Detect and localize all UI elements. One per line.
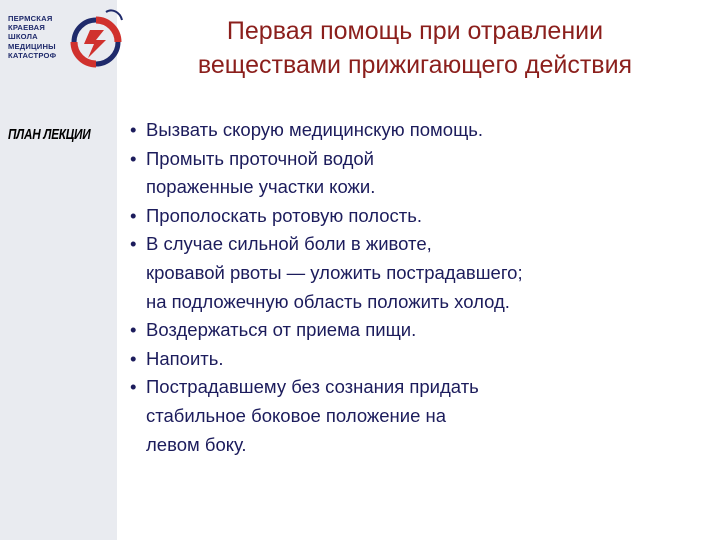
logo-line: ПЕРМСКАЯ (8, 14, 53, 23)
list-item-line: Пострадавшему без сознания придать (146, 376, 479, 398)
bullet-icon: • (130, 147, 137, 169)
list-item (128, 230, 708, 316)
logo (4, 6, 128, 76)
logo-line: МЕДИЦИНЫ (8, 41, 56, 51)
sidebar (0, 0, 117, 540)
bullet-icon: • (130, 347, 137, 369)
list-item (128, 345, 708, 374)
list-item-line: пораженные участки кожи. (146, 176, 376, 198)
logo-line: КРАЕВАЯ (8, 23, 46, 33)
bullet-icon: • (130, 376, 137, 398)
list-item-line: левом боку. (146, 433, 247, 455)
list-item (128, 373, 708, 459)
logo-emblem-icon (66, 6, 128, 72)
list-item-line: Воздержаться от приема пищи. (146, 319, 417, 341)
logo-text (8, 14, 56, 60)
bullet-icon: • (130, 204, 137, 226)
list-item-line: Вызвать скорую медицинскую помощь. (146, 119, 484, 140)
logo-line: КАТАСТРОФ (8, 50, 57, 60)
title-line-2: веществами прижигающего действия (197, 51, 633, 79)
list-item (128, 202, 708, 231)
bullet-list (128, 116, 708, 459)
title-line-1: Первая помощь при отравлении (226, 17, 604, 45)
list-item-line: кровавой рвоты — уложить пострадавшего; (146, 261, 523, 283)
slide-title (130, 14, 700, 82)
list-item (128, 116, 708, 145)
list-item-line: на подложечную область положить холод. (146, 290, 510, 312)
list-item-line: Промыть проточной водой (146, 147, 375, 169)
bullet-icon: • (130, 319, 137, 341)
list-item-line: Прополоскать ротовую полость. (146, 204, 423, 226)
list-item (128, 316, 708, 345)
bullet-icon: • (130, 119, 137, 140)
list-item-line: В случае сильной боли в животе, (146, 233, 432, 255)
list-item-line: стабильное боковое положение на (146, 404, 447, 426)
list-item (128, 145, 708, 202)
logo-line: ШКОЛА (8, 32, 38, 42)
bullet-icon: • (130, 233, 137, 255)
section-label: ПЛАН ЛЕКЦИИ (8, 126, 91, 143)
list-item-line: Напоить. (146, 347, 224, 369)
